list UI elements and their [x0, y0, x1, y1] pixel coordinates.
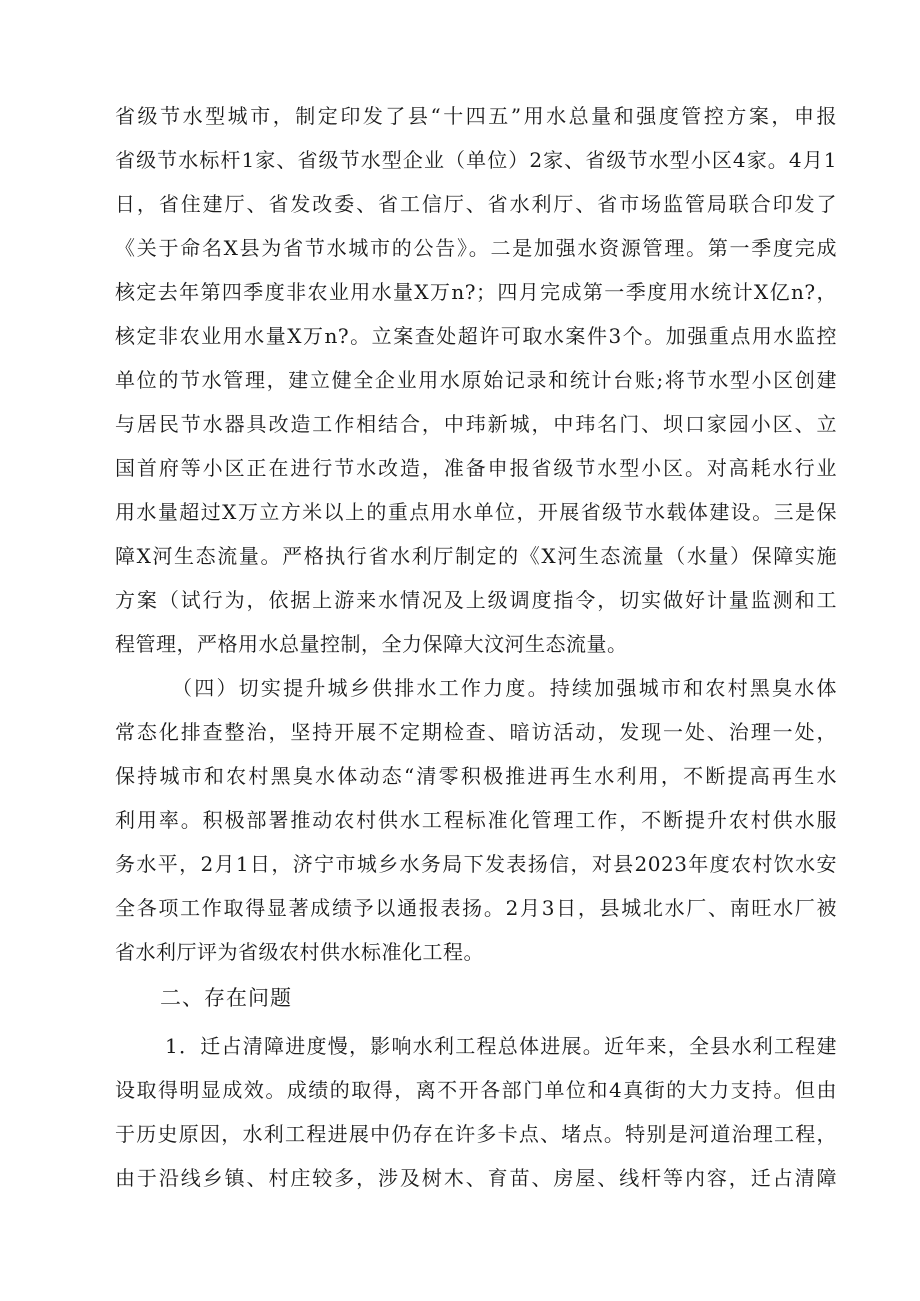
text-line: 省级节水标杆1家、省级节水型企业（单位）2家、省级节水型小区4家。4月1 [115, 148, 837, 172]
text-line: 于历史原因，水利工程进展中仍存在许多卡点、堵点。特别是河道治理工程， [115, 1122, 837, 1146]
text-line: 国首府等小区正在进行节水改造，准备申报省级节水型小区。对高耗水行业 [115, 456, 837, 480]
text-line: 由于沿线乡镇、村庄较多，涉及树木、育苗、房屋、线杆等内容，迁占清障 [115, 1166, 837, 1190]
text-line: 常态化排查整治，坚持开展不定期检查、暗访活动，发现一处、治理一处， [115, 720, 837, 744]
text-line: 全各项工作取得显著成绩予以通报表扬。2月3日，县城北水厂、南旺水厂被 [115, 896, 837, 920]
text-line: 核定非农业用水量X万n?。立案查处超许可取水案件3个。加强重点用水监控 [115, 324, 837, 348]
text-line: 日，省住建厅、省发改委、省工信厅、省水利厅、省市场监管局联合印发了 [115, 192, 837, 216]
text-line: 障X河生态流量。严格执行省水利厅制定的《X河生态流量（水量）保障实施 [115, 544, 837, 568]
text-line: 核定去年第四季度非农业用水量X万n?；四月完成第一季度用水统计X亿n?， [115, 280, 837, 304]
text-line: 利用率。积极部署推动农村供水工程标准化管理工作，不断提升农村供水服 [115, 808, 837, 832]
section-heading: 二、存在问题 [160, 986, 292, 1010]
text-line: 设取得明显成效。成绩的取得，离不开各部门单位和4真街的大力支持。但由 [115, 1078, 837, 1102]
text-line: 用水量超过X万立方米以上的重点用水单位，开展省级节水载体建设。三是保 [115, 500, 837, 524]
text-line: 《关于命名X县为省节水城市的公告》。二是加强水资源管理。第一季度完成 [115, 236, 837, 260]
text-line: 省水利厅评为省级农村供水标准化工程。 [115, 940, 484, 964]
text-line: 保持城市和农村黑臭水体动态“清零积极推进再生水利用，不断提高再生水 [115, 764, 837, 788]
text-line: 务水平，2月1日，济宁市城乡水务局下发表扬信，对县2023年度农村饮水安 [115, 852, 837, 876]
text-line: 与居民节水器具改造工作相结合，中玮新城，中玮名门、坝口家园小区、立 [115, 412, 837, 436]
text-line: 省级节水型城市，制定印发了县“十四五”用水总量和强度管控方案，申报 [115, 104, 837, 128]
text-line: 程管理，严格用水总量控制，全力保障大汶河生态流量。 [115, 632, 628, 656]
text-line: 1．迁占清障进度慢，影响水利工程总体进展。近年来，全县水利工程建 [165, 1034, 837, 1058]
text-line: 单位的节水管理，建立健全企业用水原始记录和统计台账;将节水型小区创建 [115, 368, 837, 392]
text-line: 方案（试行为，依据上游来水情况及上级调度指令，切实做好计量监测和工 [115, 588, 837, 612]
text-line: （四）切实提升城乡供排水工作力度。持续加强城市和农村黑臭水体 [172, 676, 837, 700]
